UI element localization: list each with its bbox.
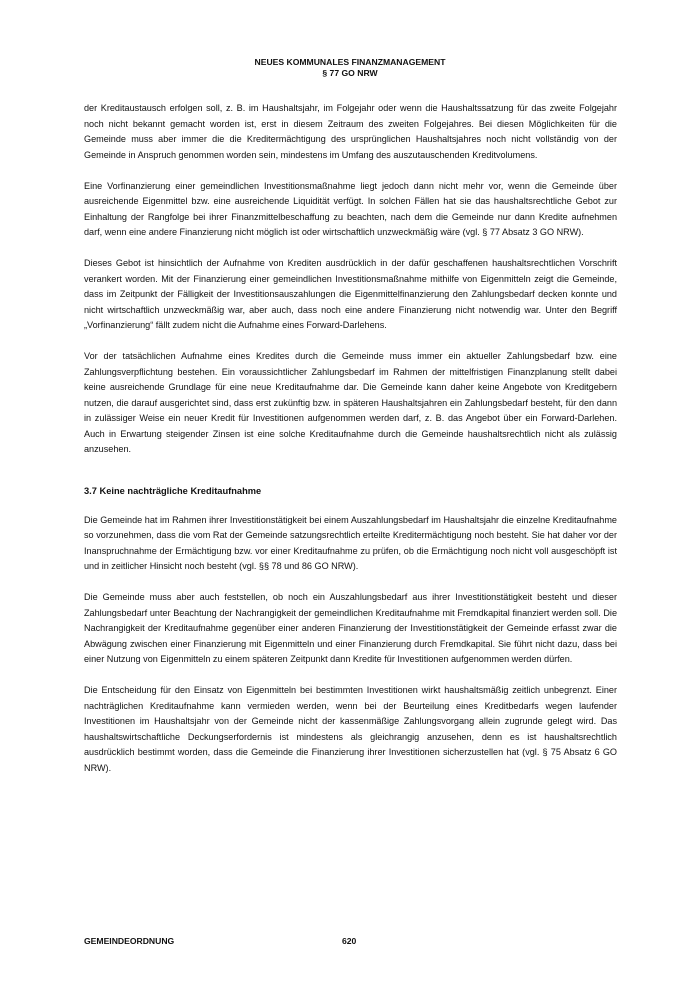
paragraph: Vor der tatsächlichen Aufnahme eines Kredites durch die Gemeinde muss immer ein aktueller Zahlungsbedarf bzw. eine Zahlungsverpflichtung bestehen. Ein voraussichtlicher Zahlungsbedarf im Rahmen der mittelfristigen Finanzplanung stellt dabei keine ausreichende Grundlage für eine neue Kreditaufnahme dar. Die Gemeinde kann daher keine Angebote von Kreditgebern nutzen, die darauf ausgerichtet sind, dass erst zukünftig bzw. in späteren Haushaltsjahren ein Zahlungsbedarf besteht, für den dann in zulässiger Weise ein neuer Kredit für Investitionen aufgenommen werden darf, z. B. das Angebot über ein Forward-Darlehen. Auch in Erwartung steigender Zinsen ist eine solche Kreditaufnahme durch die Gemeinde haushaltsrechtlich nicht als zulässig anzusehen. <box>84 351 617 454</box>
header-title: NEUES KOMMUNALES FINANZMANAGEMENT <box>254 57 446 67</box>
paragraph: Dieses Gebot ist hinsichtlich der Aufnahme von Krediten ausdrücklich in der dafür geschaffenen haushaltsrechtlichen Vorschrift verankert worden. Mit der Finanzierung einer gemeindlichen Investitionsmaßnahme mithilfe von Eigenmitteln zeigt die Gemeinde, dass im Zeitpunkt der Fälligkeit der Investitionsauszahlungen die Eigenmittelfinanzierung den Zahlungsbedarf decken konnte und nicht wirtschaftlich unzweckmäßig war, aber auch, dass noch eine andere Finanzierung nicht notwendig war. Unter den Begriff „Vorfinanzierung“ fällt zudem nicht die Aufnahme eines Forward-Darlehens. <box>84 258 617 330</box>
paragraph: der Kreditaustausch erfolgen soll, z. B. im Haushaltsjahr, im Folgejahr oder wenn die Haushaltssatzung für das zweite Folgejahr noch nicht bekannt gemacht worden ist, erst in diesem Zeitraum des zweiten Folgejahres. Bei diesen Möglichkeiten für die Gemeinde muss aber immer die die Kreditermächtigung des ursprünglichen Haushaltsjahres noch nicht vollständig von der Gemeinde in Anspruch genommen worden sein, mindestens im Umfang des auszutauschenden Kreditvolumens. <box>84 103 617 160</box>
paragraph: Die Entscheidung für den Einsatz von Eigenmitteln bei bestimmten Investitionen wirkt haushaltsmäßig zeitlich unbegrenzt. Einer nachträglichen Kreditaufnahme kann vermieden werden, wenn bei der Beurteilung eines Kreditbedarfs wegen laufender Investitionen im Haushaltsjahr von der Gemeinde nicht der kassenmäßige Zahlungsvorgang allein zugrunde gelegt wird. Das haushaltswirtschaftliche Deckungserfordernis ist mindestens als gleichrangig anzusehen, denn es ist haushaltsrechtlich ausdrücklich bestimmt worden, dass die Gemeinde die Finanzierung ihrer Investitionen sicherzustellen hat (vgl. § 75 Absatz 6 GO NRW). <box>84 685 617 773</box>
header-subtitle: § 77 GO NRW <box>322 68 378 78</box>
section-heading: 3.7 Keine nachträgliche Kreditaufnahme <box>84 485 262 496</box>
paragraph: Eine Vorfinanzierung einer gemeindlichen Investitionsmaßnahme liegt jedoch dann nicht mehr vor, wenn die Gemeinde über ausreichende Eigenmittel bzw. eine ausreichende Liquidität verfügt. In solchen Fällen hat sie das haushaltsrechtliche Gebot zur Einhaltung der Rangfolge bei ihrer Finanzmittelbeschaffung zu beachten, nach dem die Gemeinde nur dann Kredite aufnehmen darf, wenn eine andere Finanzierung nicht möglich ist oder wirtschaftlich unzweckmäßig wäre (vgl. § 77 Absatz 3 GO NRW). <box>84 180 617 237</box>
paragraph: Die Gemeinde muss aber auch feststellen, ob noch ein Auszahlungsbedarf aus ihrer Investitionstätigkeit besteht und dieser Zahlungsbedarf unter Beachtung der Nachrangigkeit der gemeindlichen Kreditaufnahme mit Fremdkapital finanziert werden soll. Die Nachrangigkeit der Kreditaufnahme gegenüber einer anderen Finanzierung der Investitionstätigkeit der Gemeinde erfasst zwar die Abwägung zwischen einer Finanzierung mit Eigenmitteln und einer Finanzierung durch Fremdkapital. Sie führt nicht dazu, dass bei einer Nutzung von Eigenmitteln zu einem späteren Zeitpunkt dann Kredite für Investitionen aufgenommen werden dürfen. <box>84 592 617 664</box>
page-number: 620 <box>342 936 357 946</box>
main-content <box>84 101 617 792</box>
page-header <box>0 57 700 79</box>
paragraph: Die Gemeinde hat im Rahmen ihrer Investitionstätigkeit bei einem Auszahlungsbedarf im Haushaltsjahr die einzelne Kreditaufnahme so vorzunehmen, dass die vom Rat der Gemeinde satzungsrechtlich erteilte Kreditermächtigung noch besteht. Sie hat daher vor der Inanspruchnahme der Ermächtigung bzw. vor einer Kreditaufnahme zu prüfen, ob die Ermächtigung noch nicht voll ausgeschöpft ist und in zeitlicher Hinsicht noch besteht (vgl. §§ 78 und 86 GO NRW). <box>84 514 617 571</box>
footer-document-name: GEMEINDEORDNUNG <box>84 936 175 946</box>
